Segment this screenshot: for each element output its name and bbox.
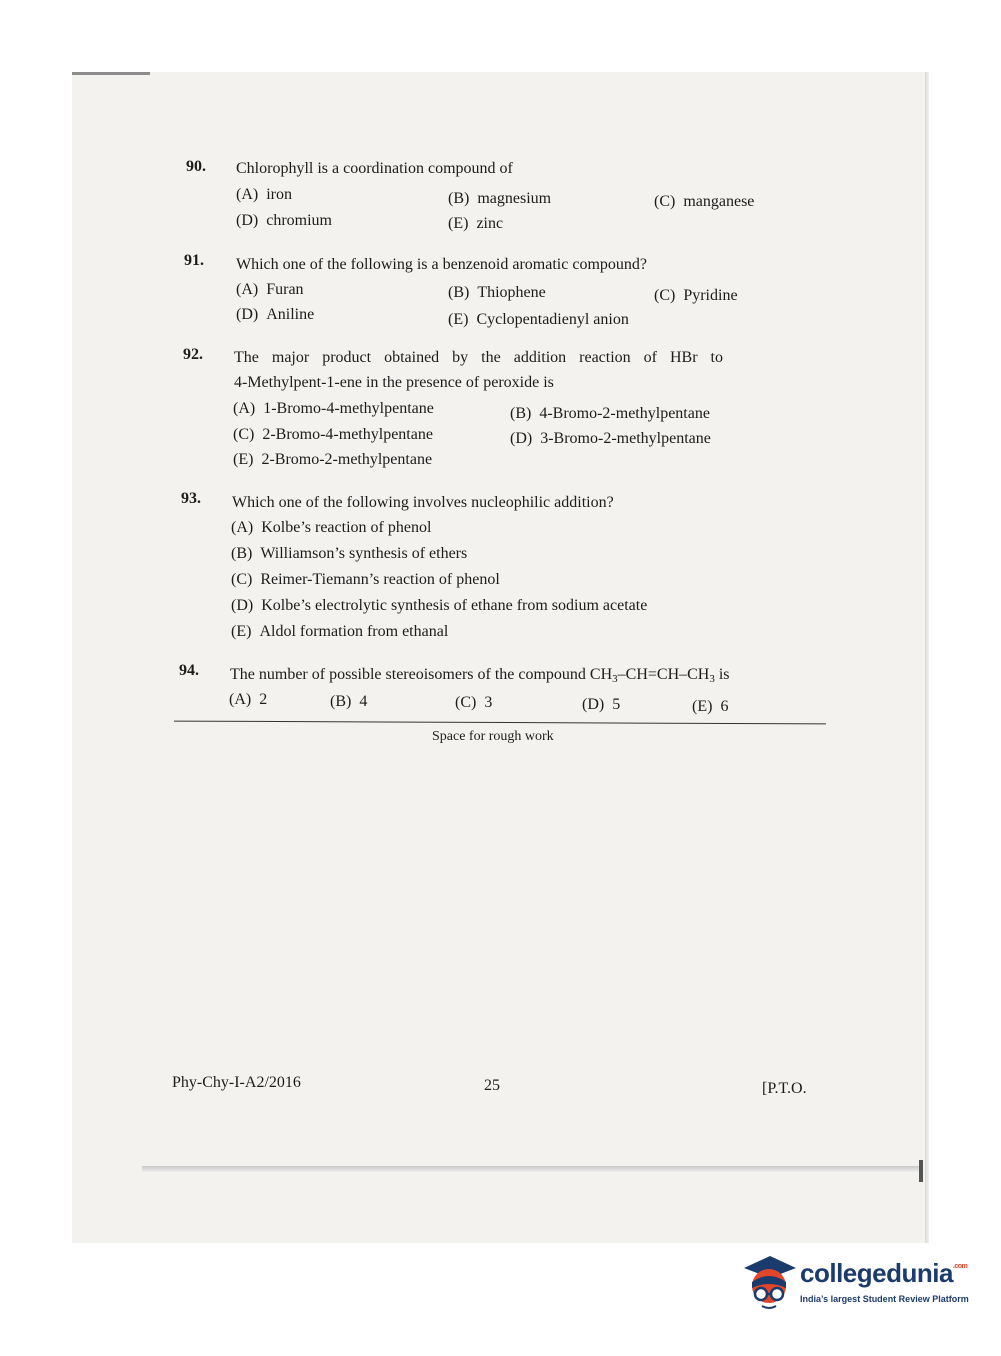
option-text: Pyridine <box>683 287 738 304</box>
option-text: iron <box>266 186 292 203</box>
option <box>229 691 267 709</box>
scan-edge-mark <box>72 72 150 75</box>
option-label: (D) <box>236 212 259 229</box>
option-label: (E) <box>233 451 254 468</box>
option-text: Kolbe’s electrolytic synthesis of ethane from sodium acetate <box>261 597 648 614</box>
rough-work-label: Space for rough work <box>432 729 554 744</box>
scan-corner-mark <box>919 1160 923 1182</box>
option-label: (C) <box>231 571 253 588</box>
question-text: 4-Methylpent-1-ene in the presence of peroxide is <box>234 374 554 391</box>
option <box>236 212 332 230</box>
option-text: 5 <box>612 696 621 713</box>
question-number: 93. <box>181 490 201 507</box>
option-text: zinc <box>476 215 504 232</box>
option-label: (A) <box>233 400 256 417</box>
option <box>448 215 503 233</box>
question-text-part: –CH=CH–CH <box>617 666 710 683</box>
question-text: Chlorophyll is a coordination compound of <box>236 160 513 177</box>
question-text: The major product obtained by the addition reaction of HBr to <box>234 349 723 366</box>
option-text: Cyclopentadienyl anion <box>476 311 629 328</box>
option-label: (E) <box>231 623 252 640</box>
option-text: Kolbe’s reaction of phenol <box>261 519 432 536</box>
question-number: 90. <box>186 158 206 175</box>
option-text: 4-Bromo-2-methylpentane <box>539 405 710 422</box>
option <box>582 696 620 714</box>
option-label: (A) <box>231 519 254 536</box>
option-label: (C) <box>455 694 477 711</box>
logo-wordmark <box>800 1258 967 1289</box>
option-text: 3-Bromo-2-methylpentane <box>540 430 711 447</box>
option <box>233 451 432 469</box>
pto-note: [P.T.O. <box>762 1080 807 1097</box>
subscript: 3 <box>709 673 715 685</box>
option <box>654 193 754 211</box>
logo-suffix: .com <box>952 1263 968 1270</box>
option-text: Reimer-Tiemann’s reaction of phenol <box>260 571 500 588</box>
option <box>236 281 304 299</box>
option-label: (E) <box>448 215 469 232</box>
scan-right-edge <box>925 72 929 1243</box>
option-label: (D) <box>231 597 254 614</box>
option <box>330 693 367 711</box>
option-text: 4 <box>359 693 368 710</box>
question-text-part: The number of possible stereoisomers of the compound CH <box>230 666 613 683</box>
page-number: 25 <box>484 1077 500 1094</box>
question-text-part: is <box>714 666 730 683</box>
option-label: (B) <box>448 190 470 207</box>
option-text: 2 <box>259 691 268 708</box>
paper-code: Phy-Chy-I-A2/2016 <box>172 1074 301 1091</box>
option-label: (E) <box>448 311 469 328</box>
option-text: 3 <box>484 694 493 711</box>
question-text <box>230 666 730 685</box>
option-label: (A) <box>236 186 259 203</box>
option <box>231 597 647 615</box>
collegedunia-logo <box>740 1252 970 1322</box>
option-text: magnesium <box>477 190 552 207</box>
question-number: 91. <box>184 252 204 269</box>
logo-tagline: India’s largest Student Review Platform <box>800 1294 969 1304</box>
option <box>654 287 738 305</box>
option-label: (C) <box>233 426 255 443</box>
option-text: 2-Bromo-2-methylpentane <box>261 451 433 468</box>
option-label: (A) <box>236 281 259 298</box>
option-text: 2-Bromo-4-methylpentane <box>262 426 433 443</box>
option-label: (B) <box>510 405 532 422</box>
question-text: Which one of the following involves nucleophilic addition? <box>232 494 614 511</box>
option <box>692 698 728 716</box>
option <box>231 623 448 641</box>
option-text: Aniline <box>266 306 315 323</box>
option <box>231 519 431 537</box>
option-label: (D) <box>236 306 259 323</box>
question-text: Which one of the following is a benzenoid aromatic compound? <box>236 256 647 273</box>
option <box>231 545 467 563</box>
option-label: (B) <box>448 284 470 301</box>
option-text: Thiophene <box>477 284 546 301</box>
option <box>236 186 292 204</box>
question-number: 94. <box>179 662 199 679</box>
option-text: chromium <box>266 212 332 229</box>
scanned-page <box>72 72 929 1243</box>
option-label: (A) <box>229 691 252 708</box>
option <box>455 694 492 712</box>
option-text: 1-Bromo-4-methylpentane <box>263 400 434 417</box>
option-label: (B) <box>231 545 253 562</box>
option-text: Furan <box>266 281 304 298</box>
option-label: (D) <box>510 430 533 447</box>
option-label: (C) <box>654 287 676 304</box>
option-label: (D) <box>582 696 605 713</box>
subscript: 3 <box>612 673 618 685</box>
scan-bottom-edge <box>142 1166 922 1172</box>
option <box>510 405 710 423</box>
option-label: (E) <box>692 698 713 715</box>
option-text: 6 <box>720 698 729 715</box>
option <box>448 284 546 302</box>
option <box>231 571 500 589</box>
question-number: 92. <box>183 346 203 363</box>
option-label: (C) <box>654 193 676 210</box>
logo-name: collegedunia <box>800 1258 953 1288</box>
option-label: (B) <box>330 693 352 710</box>
option-text: manganese <box>683 193 755 210</box>
option-text: Williamson’s synthesis of ethers <box>260 545 468 562</box>
option <box>510 430 711 448</box>
option <box>236 306 314 324</box>
mascot-icon <box>740 1252 798 1314</box>
option <box>448 311 629 329</box>
option <box>233 400 434 418</box>
option <box>448 190 551 208</box>
option <box>233 426 433 444</box>
option-text: Aldol formation from ethanal <box>259 623 449 640</box>
